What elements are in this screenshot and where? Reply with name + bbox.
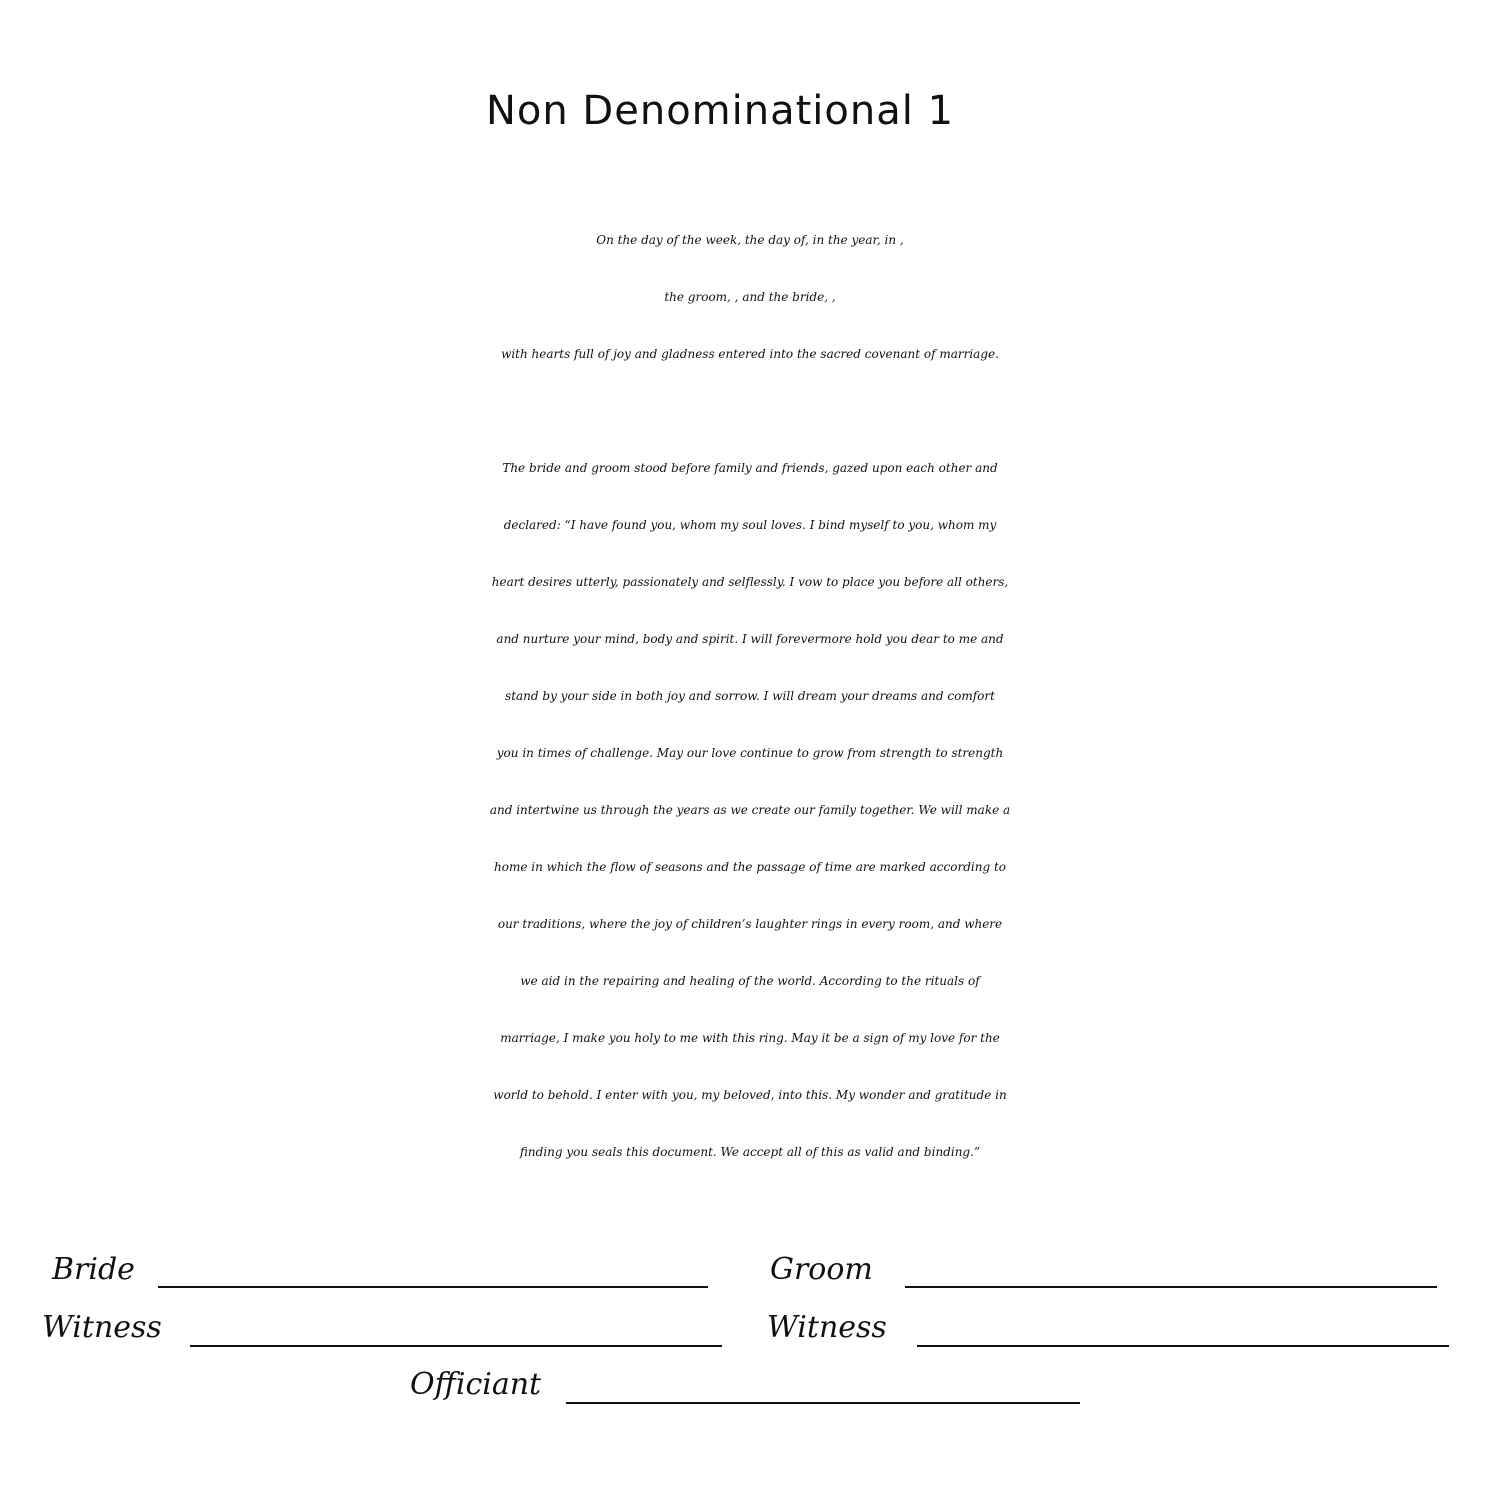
vows-line: you in times of challenge. May our love continue to grow from strength to strength [496, 746, 1004, 760]
officiant-signature-label: Officiant [410, 1367, 542, 1402]
vows-line: heart desires utterly, passionately and selflessly. I vow to place you before all others, [491, 575, 1009, 589]
groom-signature-line[interactable] [905, 1286, 1437, 1288]
witness-right-signature-line[interactable] [917, 1345, 1449, 1347]
vows-line: The bride and groom stood before family and friends, gazed upon each other and [502, 461, 998, 475]
vows-paragraph [0, 440, 1500, 1181]
witness-left-signature-line[interactable] [190, 1345, 722, 1347]
bride-signature-label: Bride [52, 1252, 135, 1287]
witness-left-signature-label: Witness [42, 1310, 162, 1345]
intro-line: the groom, , and the bride, , [664, 290, 836, 304]
page-title: Non Denominational 1 [485, 88, 955, 134]
officiant-signature-line[interactable] [566, 1402, 1080, 1404]
intro-paragraph [0, 212, 1500, 383]
vows-line: finding you seals this document. We accept all of this as valid and binding.” [519, 1145, 981, 1159]
vows-line: world to behold. I enter with you, my beloved, into this. My wonder and gratitude in [493, 1088, 1007, 1102]
groom-signature-label: Groom [770, 1252, 873, 1287]
vows-line: marriage, I make you holy to me with this ring. May it be a sign of my love for the [500, 1031, 1000, 1045]
vows-line: our traditions, where the joy of children’s laughter rings in every room, and where [497, 917, 1003, 931]
vows-line: declared: “I have found you, whom my soul loves. I bind myself to you, whom my [503, 518, 997, 532]
vows-line: and nurture your mind, body and spirit. I will forevermore hold you dear to me and [496, 632, 1004, 646]
intro-line: On the day of the week, the day of, in the year, in , [596, 233, 904, 247]
intro-line: with hearts full of joy and gladness entered into the sacred covenant of marriage. [501, 347, 999, 361]
vows-line: we aid in the repairing and healing of the world. According to the rituals of [520, 974, 980, 988]
vows-line: home in which the flow of seasons and the passage of time are marked according to [494, 860, 1006, 874]
bride-signature-line[interactable] [158, 1286, 708, 1288]
vows-line: stand by your side in both joy and sorrow. I will dream your dreams and comfort [505, 689, 995, 703]
witness-right-signature-label: Witness [767, 1310, 887, 1345]
vows-line: and intertwine us through the years as we create our family together. We will make a [489, 803, 1011, 817]
